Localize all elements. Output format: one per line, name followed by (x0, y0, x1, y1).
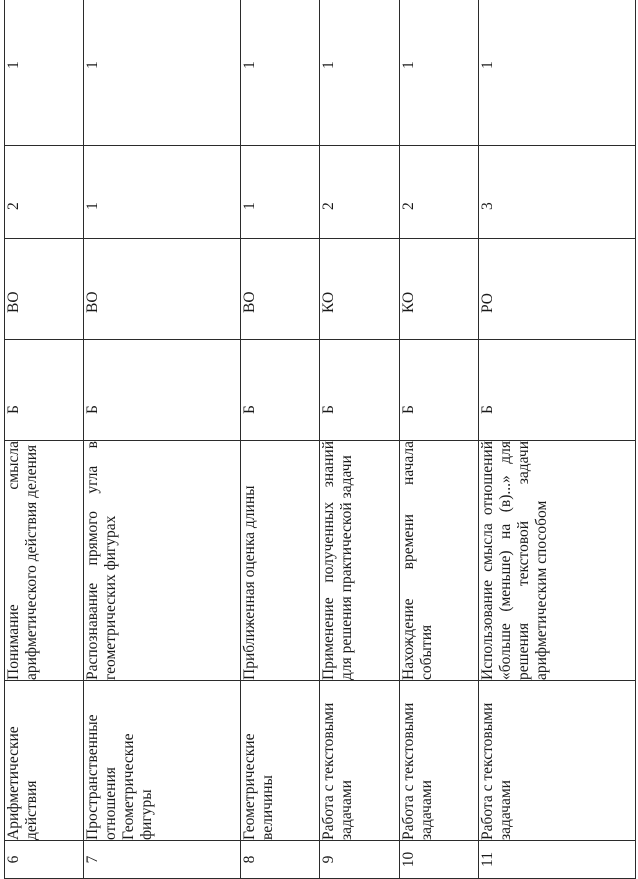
topic-cell: Работа с текстовыми задачами (399, 681, 478, 841)
description-cell: Приближенная оценка длины (241, 441, 320, 681)
max-cell (5, 0, 84, 146)
task-number: 10 (399, 841, 478, 879)
description-cell: Нахождение времени начала события (399, 441, 478, 681)
max-value: 1 (479, 61, 497, 69)
table-row (241, 0, 320, 879)
max-value: 1 (84, 61, 102, 69)
score-cell (241, 146, 320, 239)
topic-cell: Геометрические величины (241, 681, 320, 841)
topic-cell: Пространственные отношения Геометрические фигуры (84, 681, 241, 841)
score-value: 2 (5, 202, 22, 210)
score-value: 1 (241, 202, 259, 210)
task-type-cell (241, 239, 320, 340)
task-type-value: РО (479, 292, 497, 313)
description-cell: Применение полученных знаний для решения практической задачи (320, 441, 399, 681)
score-cell (479, 146, 636, 239)
task-type-value: ВО (5, 291, 22, 313)
table-row (84, 0, 241, 879)
max-cell (399, 0, 478, 146)
task-number: 9 (320, 841, 399, 879)
score-cell (320, 146, 399, 239)
task-type-cell (84, 239, 241, 340)
table-row (399, 0, 478, 879)
task-type-cell (5, 239, 84, 340)
level-cell (399, 340, 478, 441)
task-type-value: КО (399, 291, 417, 313)
score-cell (399, 146, 478, 239)
task-type-value: КО (320, 291, 338, 313)
score-value: 3 (479, 202, 497, 210)
score-cell (84, 146, 241, 239)
level-value: Б (399, 405, 417, 414)
table-row (320, 0, 399, 879)
task-number: 7 (84, 841, 241, 879)
topic-cell: Работа с текстовыми задачами (320, 681, 399, 841)
description-cell: Использование смысла отношений «больше (меньше) на (в)...» для решения текстовой задачи арифметическим способом (479, 441, 636, 681)
task-type-value: ВО (84, 291, 102, 313)
level-value: Б (479, 405, 497, 414)
topic-cell: Работа с текстовыми задачами (479, 681, 636, 841)
table-row (479, 0, 636, 879)
level-cell (84, 340, 241, 441)
task-number: 6 (5, 841, 84, 879)
max-cell (241, 0, 320, 146)
level-cell (241, 340, 320, 441)
task-type-cell (320, 239, 399, 340)
description-cell: Понимание смысла арифметического действия деления (5, 441, 84, 681)
max-cell (479, 0, 636, 146)
level-value: Б (241, 405, 259, 414)
score-value: 1 (84, 202, 102, 210)
level-cell (320, 340, 399, 441)
max-value: 1 (5, 61, 22, 69)
max-value: 1 (399, 61, 417, 69)
task-type-cell (399, 239, 478, 340)
task-type-value: ВО (241, 291, 259, 313)
description-cell: Распознавание прямого угла в геометрических фигурах (84, 441, 241, 681)
score-value: 2 (320, 202, 338, 210)
task-type-cell (479, 239, 636, 340)
task-number: 11 (479, 841, 636, 879)
level-value: Б (320, 405, 338, 414)
level-cell (479, 340, 636, 441)
max-value: 1 (241, 61, 259, 69)
score-cell (5, 146, 84, 239)
level-cell (5, 340, 84, 441)
level-value: Б (84, 405, 102, 414)
level-value: Б (5, 405, 22, 414)
score-value: 2 (399, 202, 417, 210)
max-cell (84, 0, 241, 146)
assessment-table (4, 0, 636, 879)
task-number: 8 (241, 841, 320, 879)
topic-cell: Арифметические действия (5, 681, 84, 841)
max-value: 1 (320, 61, 338, 69)
max-cell (320, 0, 399, 146)
table-row (5, 0, 84, 879)
